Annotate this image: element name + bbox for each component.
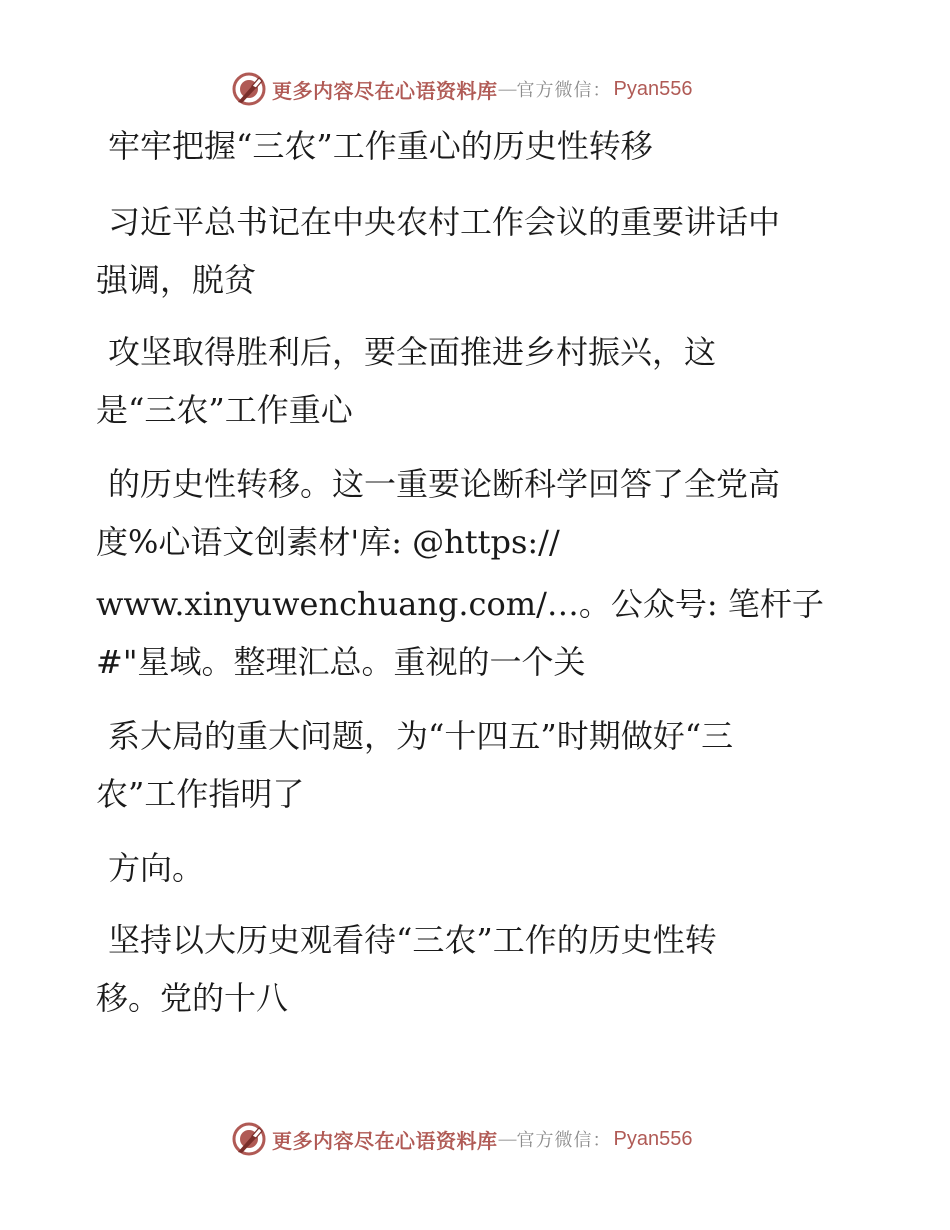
banner-site-text: 更多内容尽在心语资料库 bbox=[272, 78, 498, 103]
paragraph-line: #"星域。整理汇总。重视的一个关 bbox=[96, 643, 586, 681]
banner-site-text: 更多内容尽在心语资料库 bbox=[272, 1128, 498, 1153]
banner-wechat-label: 官方微信： bbox=[516, 80, 612, 101]
banner-wechat-id: Pyan556 bbox=[613, 1127, 693, 1150]
paragraph-line: 度%心语文创素材'库: @https:// bbox=[96, 523, 560, 561]
banner-content bbox=[232, 72, 692, 106]
header-banner bbox=[0, 70, 950, 110]
paragraph-line: 移。党的十八 bbox=[96, 979, 289, 1017]
paragraph-line: 方向。 bbox=[108, 849, 205, 887]
banner-wechat-label: 官方微信： bbox=[516, 1130, 612, 1151]
paragraph-line: 是“三农”工作重心 bbox=[96, 391, 353, 429]
document-title: 牢牢把握“三农”工作重心的历史性转移 bbox=[108, 127, 653, 165]
paragraph-line: 的历史性转移。这一重要论断科学回答了全党高 bbox=[108, 465, 781, 503]
banner-dash: — bbox=[497, 1127, 517, 1151]
paragraph-line: 坚持以大历史观看待“三农”工作的历史性转 bbox=[108, 921, 717, 959]
banner-dash: — bbox=[497, 77, 517, 101]
paragraph-line: 习近平总书记在中央农村工作会议的重要讲话中 bbox=[108, 203, 781, 241]
paragraph-line: 农”工作指明了 bbox=[96, 775, 305, 813]
banner-wechat-id: Pyan556 bbox=[613, 77, 693, 100]
paragraph-line: www.xinyuwenchuang.com/…。公众号: 笔杆子 bbox=[96, 585, 824, 623]
paragraph-line: 系大局的重大问题，为“十四五”时期做好“三 bbox=[108, 717, 734, 755]
banner-content bbox=[232, 1122, 692, 1156]
pen-logo-icon bbox=[232, 72, 266, 106]
footer-banner bbox=[0, 1120, 950, 1160]
pen-logo-icon bbox=[232, 1122, 266, 1156]
paragraph-line: 攻坚取得胜利后，要全面推进乡村振兴，这 bbox=[108, 333, 717, 371]
paragraph-line: 强调，脱贫 bbox=[96, 261, 257, 299]
